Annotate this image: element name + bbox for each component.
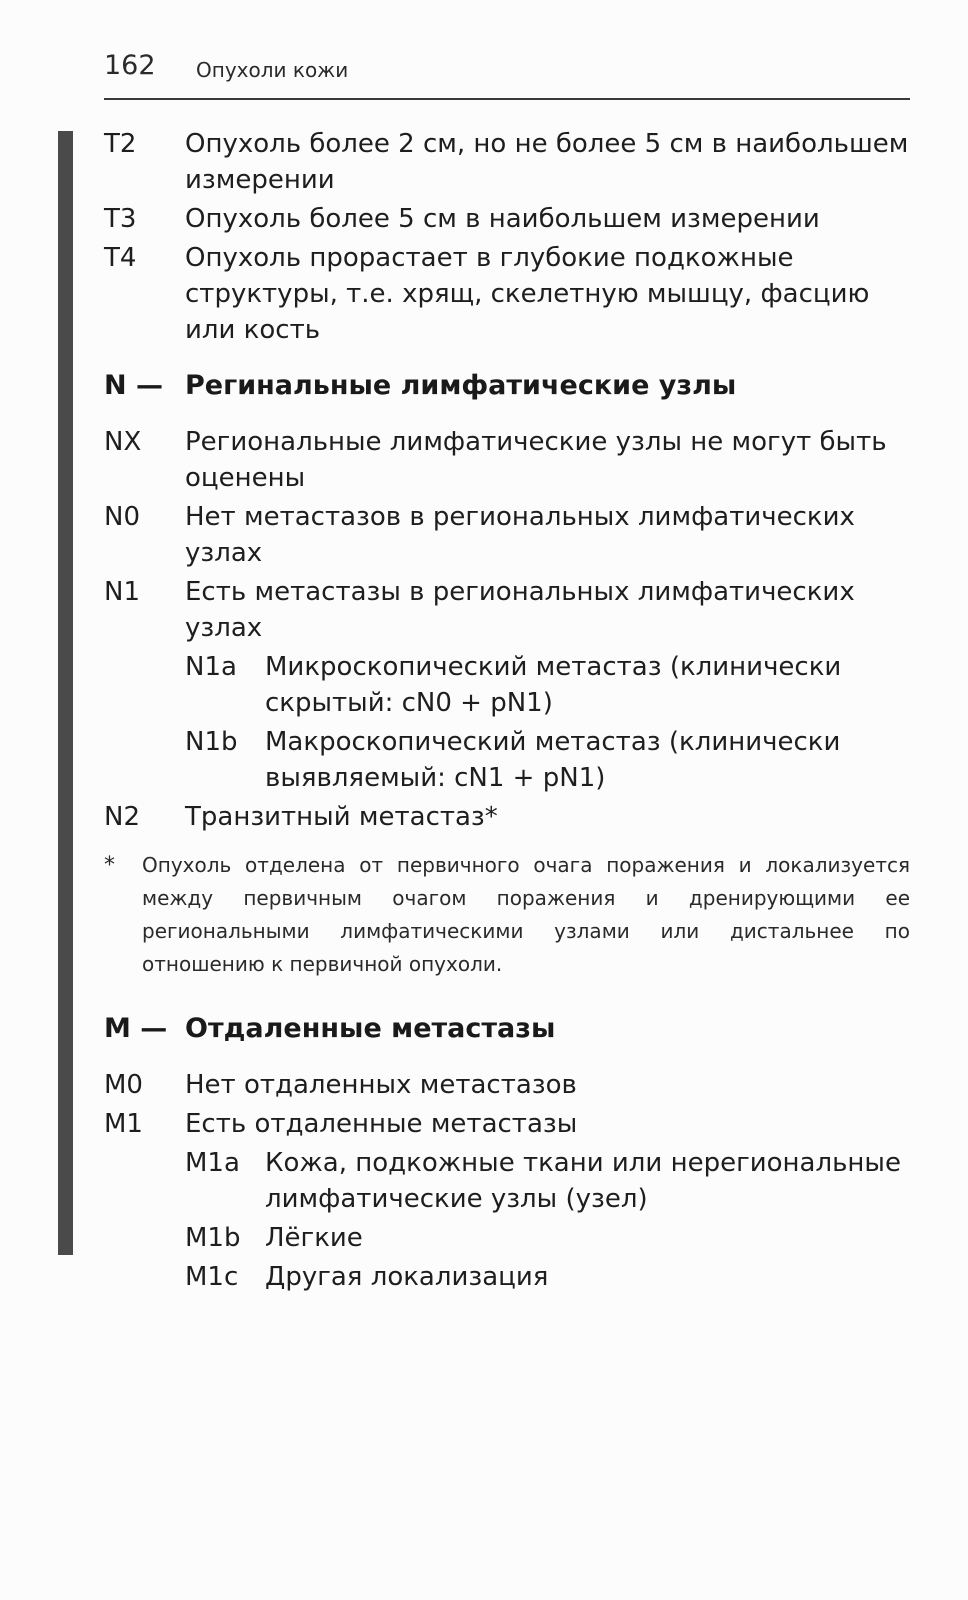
row-code: N1 [104,577,140,607]
row-code: M1b [185,1223,241,1253]
n-section-heading [104,368,910,404]
row-code: N2 [104,802,140,832]
t2-row [104,126,910,198]
row-code: M1a [185,1148,240,1178]
row-text: Опухоль более 5 см в наибольшем измерении [185,204,820,234]
n1b-row [104,724,910,796]
footnote-text: Опухоль отделена от первичного очага поражения и локализуется между первичным очагом поражения и дренирующими ее региональными лимфатическими узлами или дистальнее по отношению к первичной опухоли. [142,853,910,976]
n2-row [104,799,910,835]
row-text: Кожа, подкожные ткани или нерегиональные лимфатические узлы (узел) [265,1148,901,1214]
m-section-heading [104,1011,910,1047]
section-code: N — [104,370,163,401]
n0-row [104,499,910,571]
footnote-mark: * [104,853,115,878]
row-text: Опухоль более 2 см, но не более 5 см в наибольшем измерении [185,129,909,195]
row-code: NX [104,427,142,457]
footnote [104,849,910,981]
m1-row [104,1106,910,1142]
side-marker-bar [58,131,73,1255]
row-text: Макроскопический метастаз (клинически выявляемый: cN1 + pN1) [265,727,841,793]
t3-row [104,201,910,237]
row-text: Микроскопический метастаз (клинически скрытый: cN0 + pN1) [265,652,842,718]
row-text: Региональные лимфатические узлы не могут быть оценены [185,427,887,493]
row-text: Транзитный метастаз* [185,802,498,832]
n1a-row [104,649,910,721]
row-text: Есть метастазы в региональных лимфатических узлах [185,577,855,643]
row-code: T4 [104,243,137,273]
page-body [104,126,910,1298]
running-title: Опухоли кожи [196,58,349,82]
m1c-row [104,1259,910,1295]
row-code: N0 [104,502,140,532]
row-text: Есть отдаленные метастазы [185,1109,578,1139]
row-code: M1c [185,1262,239,1292]
t4-row [104,240,910,348]
row-code: T2 [104,129,137,159]
m0-row [104,1067,910,1103]
n1-row [104,574,910,646]
page-number: 162 [104,50,156,81]
page-header [104,44,910,100]
row-text: Другая локализация [265,1262,549,1292]
row-text: Нет отдаленных метастазов [185,1070,577,1100]
section-code: M — [104,1013,168,1044]
row-text: Опухоль прорастает в глубокие подкожные структуры, т.е. хрящ, скелетную мышцу, фасцию или кость [185,243,870,345]
row-text: Лёгкие [265,1223,363,1253]
row-code: M1 [104,1109,143,1139]
nx-row [104,424,910,496]
row-code: N1b [185,727,238,757]
section-title: Отдаленные метастазы [185,1013,556,1044]
row-text: Нет метастазов в региональных лимфатических узлах [185,502,855,568]
row-code: M0 [104,1070,143,1100]
row-code: T3 [104,204,137,234]
m1a-row [104,1145,910,1217]
m1b-row [104,1220,910,1256]
section-title: Регинальные лимфатические узлы [185,370,737,401]
row-code: N1a [185,652,237,682]
